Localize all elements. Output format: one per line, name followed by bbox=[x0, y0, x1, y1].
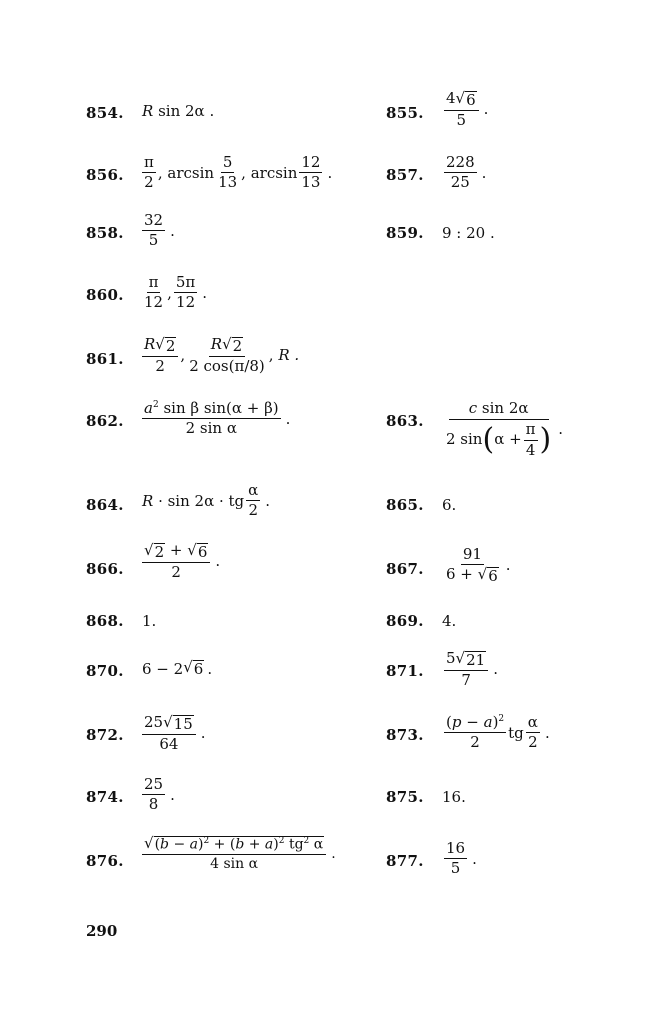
problem-number: 876. bbox=[86, 852, 124, 870]
answer: c sin 2α 2 sin ( α + $\frac{\pi}{4}$ ) . bbox=[446, 399, 564, 459]
problem-number: 855. bbox=[386, 104, 424, 122]
answer: 25 √ 15 64 . bbox=[144, 713, 206, 753]
answer: 6 − 2 √ 6 . bbox=[142, 658, 213, 679]
answer: R · sin 2α · tg $\frac{\alpha}{2}$ . bbox=[142, 481, 271, 520]
answer: 4 √ 6 5 . bbox=[446, 89, 489, 129]
answer: $\frac{a^2 \sin \beta \sin(\alpha + \beta)}{\text{2 sin α}}$ . bbox=[144, 399, 291, 438]
answer: R √ 2 2 , R √ 2 2 cos(π/8) , R . bbox=[144, 335, 300, 375]
answer: √ 2 + √ 6 2 . bbox=[144, 541, 221, 581]
problem-number: 861. bbox=[86, 350, 124, 368]
problem-number: 870. bbox=[86, 662, 124, 680]
answer: 5 √ 21 7 . bbox=[446, 649, 498, 689]
problem-number: 874. bbox=[86, 788, 124, 806]
answer: 9 : 20 . bbox=[442, 224, 495, 242]
problem-number: 869. bbox=[386, 612, 424, 630]
problem-number: 863. bbox=[386, 412, 424, 430]
problem-number: 866. bbox=[86, 560, 124, 578]
problem-number: 858. bbox=[86, 224, 124, 242]
problem-number: 872. bbox=[86, 726, 124, 744]
answer: $\frac{25}{8}$ . bbox=[144, 775, 175, 814]
problem-number: 856. bbox=[86, 166, 124, 184]
problem-number: 862. bbox=[86, 412, 124, 430]
problem-number: 877. bbox=[386, 852, 424, 870]
answer: $\frac{228}{25}$ . bbox=[446, 153, 487, 192]
answer: 16. bbox=[442, 788, 466, 806]
problem-number: 871. bbox=[386, 662, 424, 680]
problem-number: 860. bbox=[86, 286, 124, 304]
problem-number: 875. bbox=[386, 788, 424, 806]
problem-number: 868. bbox=[86, 612, 124, 630]
answer: $\frac{16}{5}$ . bbox=[446, 839, 477, 878]
answer: 6. bbox=[442, 496, 457, 514]
problem-number: 854. bbox=[86, 104, 124, 122]
answer: √ $(b - a)^2 + (b + a)^2$ $tg^2$ α 4 sin α . bbox=[144, 834, 336, 873]
answer: R sin 2α . bbox=[142, 102, 215, 120]
problem-number: 859. bbox=[386, 224, 424, 242]
answer: 1. bbox=[142, 612, 157, 630]
answer: $\frac{(p - a)^2}{2}$ tg $\frac{\alpha}{2}$ . bbox=[446, 713, 550, 752]
answer: $\frac{\pi}{12}$ , $\frac{5\pi}{12}$ . bbox=[144, 273, 208, 312]
problem-number: 873. bbox=[386, 726, 424, 744]
problem-number: 865. bbox=[386, 496, 424, 514]
page-number: 290 bbox=[86, 922, 118, 940]
problem-number: 864. bbox=[86, 496, 124, 514]
problem-number: 857. bbox=[386, 166, 424, 184]
answer: $\frac{32}{5}$ . bbox=[144, 211, 175, 250]
answer: 4. bbox=[442, 612, 457, 630]
answer: $\frac{\pi}{2}$ , arcsin $\frac{5}{13}$ , arcsin $\frac{12}{13}$ . bbox=[144, 153, 333, 192]
answer: 91 6 + √ 6 . bbox=[446, 545, 511, 586]
problem-number: 867. bbox=[386, 560, 424, 578]
